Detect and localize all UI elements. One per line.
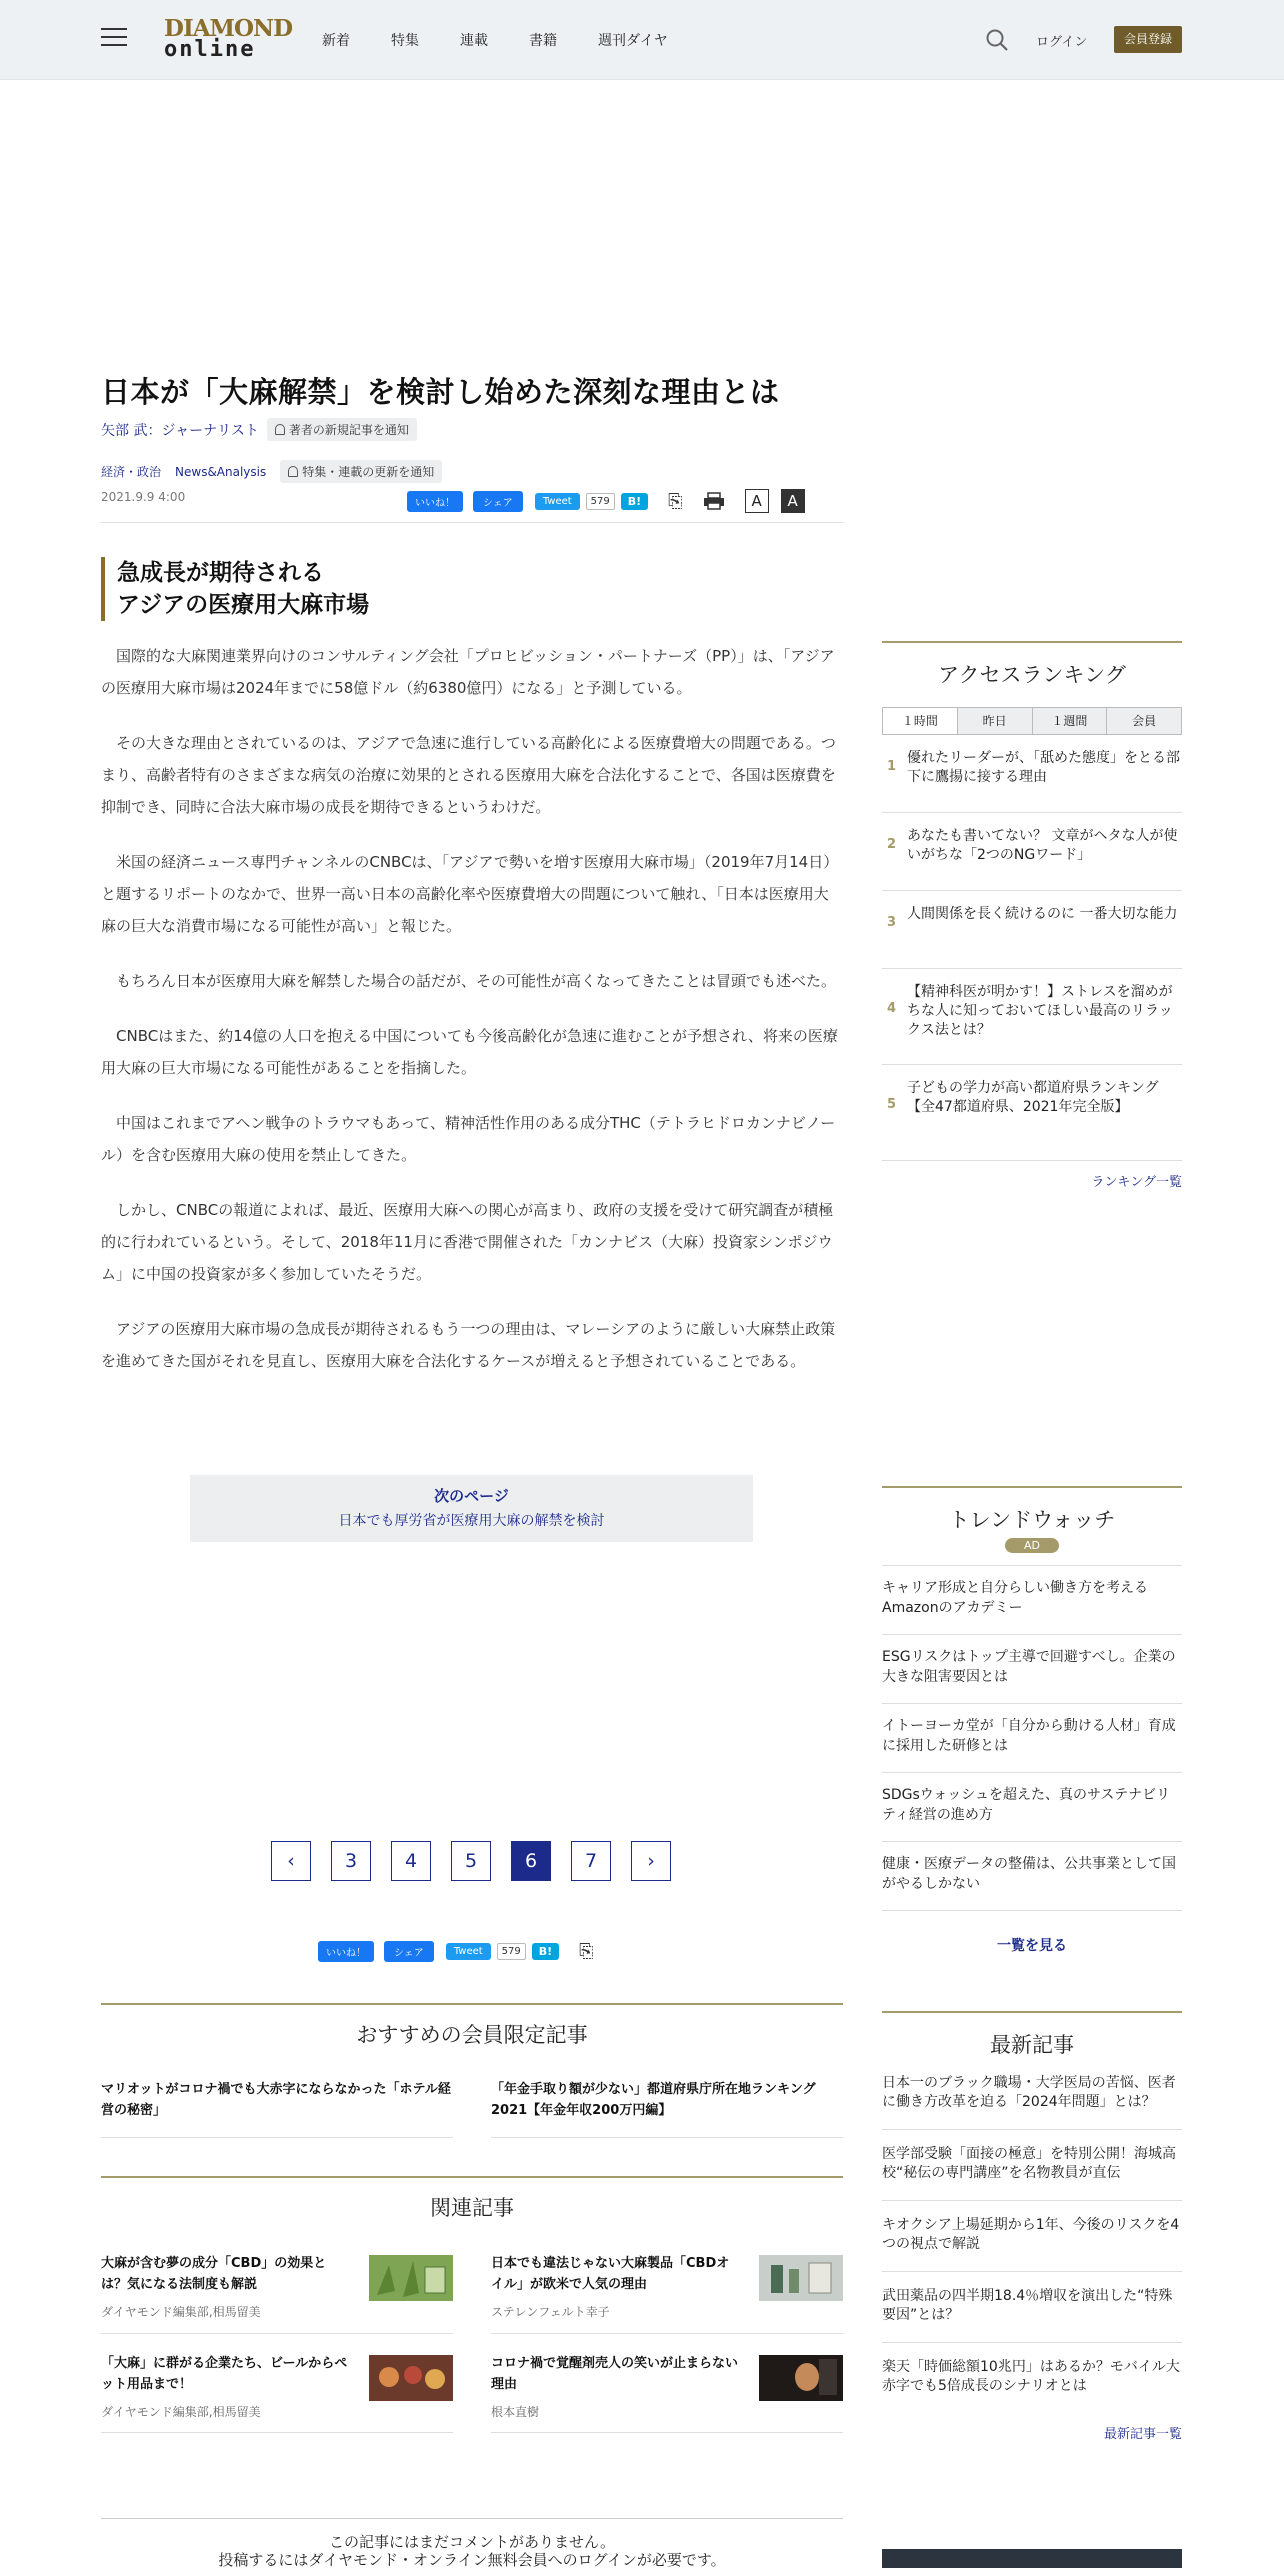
comment-login-text: 投稿するにはダイヤモンド・オンライン無料会員へのログインが必要です。 [218,2551,726,2568]
recommend-item[interactable]: マリオットがコロナ禍でも大赤字にならなかった「ホテル経営の秘密」 [101,2079,453,2138]
comment-section [101,2518,843,2568]
nav-item-new[interactable]: 新着 [322,33,350,49]
ranking-number: 5 [887,1097,897,1112]
share-bar [407,489,805,513]
ranking-tabs [882,707,1182,735]
comment-empty-text: この記事にはまだコメントがありません。 [329,2533,615,2551]
menu-icon[interactable] [101,28,127,48]
related-thumbnail [759,2355,843,2401]
nav-item-books[interactable]: 書籍 [529,33,557,49]
ranking-item-title: 優れたリーダーが、「舐めた態度」をとる部下に鷹揚に接する理由 [907,750,1180,785]
paragraph: 国際的な大麻関連業界向けのコンサルティング会社「プロヒビッション・パートナーズ（PP）」は、「アジアの医療用大麻市場は2024年までに58億ドル（約6380億円）になる」と予測している。 [101,647,835,697]
page-link[interactable]: 4 [391,1841,431,1881]
related-thumbnail [369,2355,453,2401]
latest-item[interactable]: 医学部受験「面接の極意」を特別公開！海城高校“秘伝の専門講座”を名物教員が直伝 [882,2130,1182,2201]
article-body [101,640,843,1400]
facebook-share-button[interactable]: シェア [473,491,523,512]
next-page-button[interactable]: › [631,1841,671,1881]
paragraph: アジアの医療用大麻市場の急成長が期待されるもう一つの理由は、マレーシアのように厳しい大麻禁止政策を進めてきた国がそれを見直し、医療用大麻を合法化するケースが増えると予想されていることである。 [101,1320,836,1370]
font-size-large-button[interactable]: A [781,489,805,513]
ranking-item[interactable] [882,813,1182,891]
page-link[interactable]: 7 [571,1841,611,1881]
author-row [101,418,417,441]
latest-title: 最新記事 [882,2011,1182,2059]
font-size-normal-button[interactable]: A [745,489,769,513]
site-header [0,0,1284,80]
print-icon[interactable] [703,492,725,510]
global-nav [322,30,709,50]
ranking-number: 3 [887,915,897,930]
search-icon[interactable] [985,28,1009,52]
author-notify-label: 著者の新規記事を通知 [288,423,409,437]
trend-item[interactable]: SDGsウォッシュを超えた、真のサステナビリティ経営の進め方 [882,1772,1182,1841]
tab-yesterday[interactable]: 昨日 [957,708,1032,734]
ad-badge: AD [1005,1538,1059,1553]
sidebar-banner-image[interactable] [882,2549,1182,2568]
trend-more-link[interactable]: 一覧を見る [882,1910,1182,1955]
section-heading-line2: アジアの医療用大麻市場 [117,592,370,619]
site-logo[interactable] [164,15,293,63]
paragraph: しかし、CNBCの報道によれば、最近、医療用大麻への関心が高まり、政府の支援を受けて研究調査が積極的に行われているという。そして、2018年11月に香港で開催された「カンナビス（大麻）投資家シンポジウム」に中国の投資家が多く参加していたそうだ。 [101,1201,834,1283]
latest-item[interactable]: 楽天「時価総額10兆円」はあるか？モバイル大赤字でも5倍成長のシナリオとは [882,2359,1180,2394]
recommend-section-title: おすすめの会員限定記事 [101,2003,843,2049]
tweet-button[interactable]: Tweet [535,493,580,510]
related-item-title: 「大麻」に群がる企業たち、ビールからペット用品まで！ [101,2356,348,2392]
ranking-more-link[interactable]: ランキング一覧 [1091,1175,1182,1190]
author-link[interactable]: 矢部 武：ジャーナリスト [101,422,259,439]
related-item-title: 大麻が含む夢の成分「CBD」の効果とは？気になる法制度も解説 [101,2256,327,2292]
related-item[interactable] [101,2253,453,2329]
clip-icon[interactable]: ⎘ [579,1941,594,1962]
author-notify-button[interactable] [267,418,417,441]
clip-icon[interactable]: ⎘ [668,490,683,512]
latest-item[interactable]: 武田薬品の四半期18.4％増収を演出した“特殊要因”とは？ [882,2272,1182,2343]
related-item-author: 根本直樹 [491,2405,540,2419]
related-item-author: ダイヤモンド編集部,相馬留美 [101,2405,261,2419]
facebook-like-button[interactable]: いいね！ [407,491,463,512]
share-bar-bottom [318,1941,594,1962]
prev-page-button[interactable]: ‹ [271,1841,311,1881]
category-link-news[interactable]: News&Analysis [175,464,267,479]
series-notify-label: 特集・連載の更新を通知 [302,465,435,479]
publish-date: 2021.9.9 4:00 [101,490,186,504]
latest-more-link[interactable]: 最新記事一覧 [1103,2427,1182,2442]
ranking-item[interactable] [882,891,1182,969]
trend-item[interactable]: キャリア形成と自分らしい働き方を考えるAmazonのアカデミー [882,1565,1182,1634]
related-item[interactable] [101,2353,453,2429]
tweet-button[interactable]: Tweet [446,1943,491,1960]
paragraph: もちろん日本が医療用大麻を解禁した場合の話だが、その可能性が高くなってきたことは冒頭でも述べた。 [116,972,837,990]
hatena-count: 579 [497,1943,526,1960]
related-item[interactable] [491,2353,843,2429]
section-heading [101,557,369,621]
register-button[interactable]: 会員登録 [1114,26,1182,53]
ranking-item[interactable] [882,1065,1182,1161]
trend-box [882,1486,1182,1955]
related-section-title: 関連記事 [101,2176,843,2222]
paragraph: その大きな理由とされているのは、アジアで急速に進行している高齢化による医療費増大の問題である。つまり、高齢者特有のさまざまな病気の治療に効果的とされる医療用大麻を合法化することで、各国は医療費を抑制でき、同時に合法大麻市場の成長を期待できるというわけだ。 [101,734,836,816]
logo-text-bottom: online [164,37,256,62]
related-item-author: ダイヤモンド編集部,相馬留美 [101,2305,261,2319]
category-row [101,460,442,483]
latest-item[interactable]: 日本一のブラック職場・大学医局の苦悩、医者に働き方改革を迫る「2024年問題」とは？ [882,2059,1182,2130]
divider [491,2432,843,2433]
paragraph: 中国はこれまでアヘン戦争のトラウマもあって、精神活性作用のある成分THC（テトラヒドロカンナビノール）を含む医療用大麻の使用を禁止してきた。 [101,1114,836,1164]
tab-1week[interactable]: １週間 [1032,708,1107,734]
ranking-item[interactable] [882,969,1182,1065]
divider [101,522,843,523]
series-notify-button[interactable] [280,460,442,483]
latest-item[interactable]: キオクシア上場延期から1年、今後のリスクを4つの視点で解説 [882,2201,1182,2272]
pagination [271,1841,671,1881]
ranking-item-title: 人間関係を長く続けるのに 一番大切な能力 [907,906,1178,922]
hatena-count: 579 [586,493,615,510]
ranking-title: アクセスランキング [882,641,1182,689]
related-item-title: 日本でも違法じゃない大麻製品「CBDオイル」が欧米で人気の理由 [491,2256,730,2292]
related-thumbnail [369,2255,453,2301]
page-link[interactable]: 5 [451,1841,491,1881]
ranking-number: 2 [887,837,897,852]
nav-item-feature[interactable]: 特集 [391,33,419,49]
login-link[interactable]: ログイン [1036,35,1088,50]
facebook-share-button[interactable]: シェア [384,1941,434,1962]
latest-box [882,2011,1182,2442]
trend-item[interactable]: 健康・医療データの整備は、公共事業として国がやるしかない [882,1841,1182,1910]
category-link-economy[interactable]: 経済・政治 [101,465,162,479]
bell-icon [275,424,285,435]
tab-members[interactable]: 会員 [1106,708,1181,734]
next-page-label: 次のページ [434,1487,509,1505]
page-link[interactable]: 3 [331,1841,371,1881]
paragraph: 米国の経済ニュース専門チャンネルのCNBCは、「アジアで勢いを増す医療用大麻市場」（2019年7月14日）と題するリポートのなかで、世界一高い日本の高齢化率や医療費増大の問題について触れ、「日本は医療用大麻の巨大な消費市場になる可能性が高い」と報じた。 [101,853,839,935]
recommend-item[interactable]: 「年金手取り額が少ない」都道府県庁所在地ランキング2021【年金年収200万円編】 [491,2079,843,2138]
ranking-item-title: 【精神科医が明かす！】ストレスを溜めがちな人に知っておいてほしい最高のリラックス法とは？ [907,984,1173,1038]
ranking-item[interactable] [882,735,1182,813]
trend-item[interactable]: ESGリスクはトップ主導で回避すべし。企業の大きな阻害要因とは [882,1634,1182,1703]
nav-item-weekly[interactable]: 週刊ダイヤ [598,33,668,49]
tab-1hour[interactable]: １時間 [883,708,957,734]
related-thumbnail [759,2255,843,2301]
hatena-bookmark-button[interactable]: B! [532,1943,559,1960]
hatena-bookmark-button[interactable]: B! [621,493,648,510]
nav-item-series[interactable]: 連載 [460,33,488,49]
divider [491,2333,843,2334]
article-title: 日本が「大麻解禁」を検討し始めた深刻な理由とは [101,375,780,409]
ranking-box [882,641,1182,1190]
trend-item[interactable]: イトーヨーカ堂が「自分から動ける人材」育成に採用した研修とは [882,1703,1182,1772]
divider [101,2432,453,2433]
ranking-number: 1 [887,759,897,774]
logo-text-top: DIAMOND [164,15,293,42]
related-item-author: ステレンフェルト幸子 [491,2305,610,2319]
ranking-item-title: あなたも書いてない？ 文章がヘタな人が使いがちな「2つのNGワード」 [907,828,1178,863]
page-link-current[interactable]: 6 [511,1841,551,1881]
next-page-title: 日本でも厚労省が医療用大麻の解禁を検討 [338,1513,605,1529]
next-page-link[interactable] [190,1475,753,1542]
divider [101,2333,453,2334]
section-heading-line1: 急成長が期待される [117,560,324,586]
related-item[interactable] [491,2253,843,2329]
related-item-title: コロナ禍で覚醒剤売人の笑いが止まらない理由 [491,2356,739,2392]
ranking-number: 4 [887,1001,897,1016]
bell-icon [288,466,298,477]
paragraph: CNBCはまた、約14億の人口を抱える中国についても今後高齢化が急速に進むことが予想され、将来の医療用大麻の巨大市場になる可能性があることを指摘した。 [101,1027,838,1077]
facebook-like-button[interactable]: いいね！ [318,1941,374,1962]
trend-title: トレンドウォッチ [882,1486,1182,1534]
ranking-item-title: 子どもの学力が高い都道府県ランキング【全47都道府県、2021年完全版】 [907,1080,1159,1115]
